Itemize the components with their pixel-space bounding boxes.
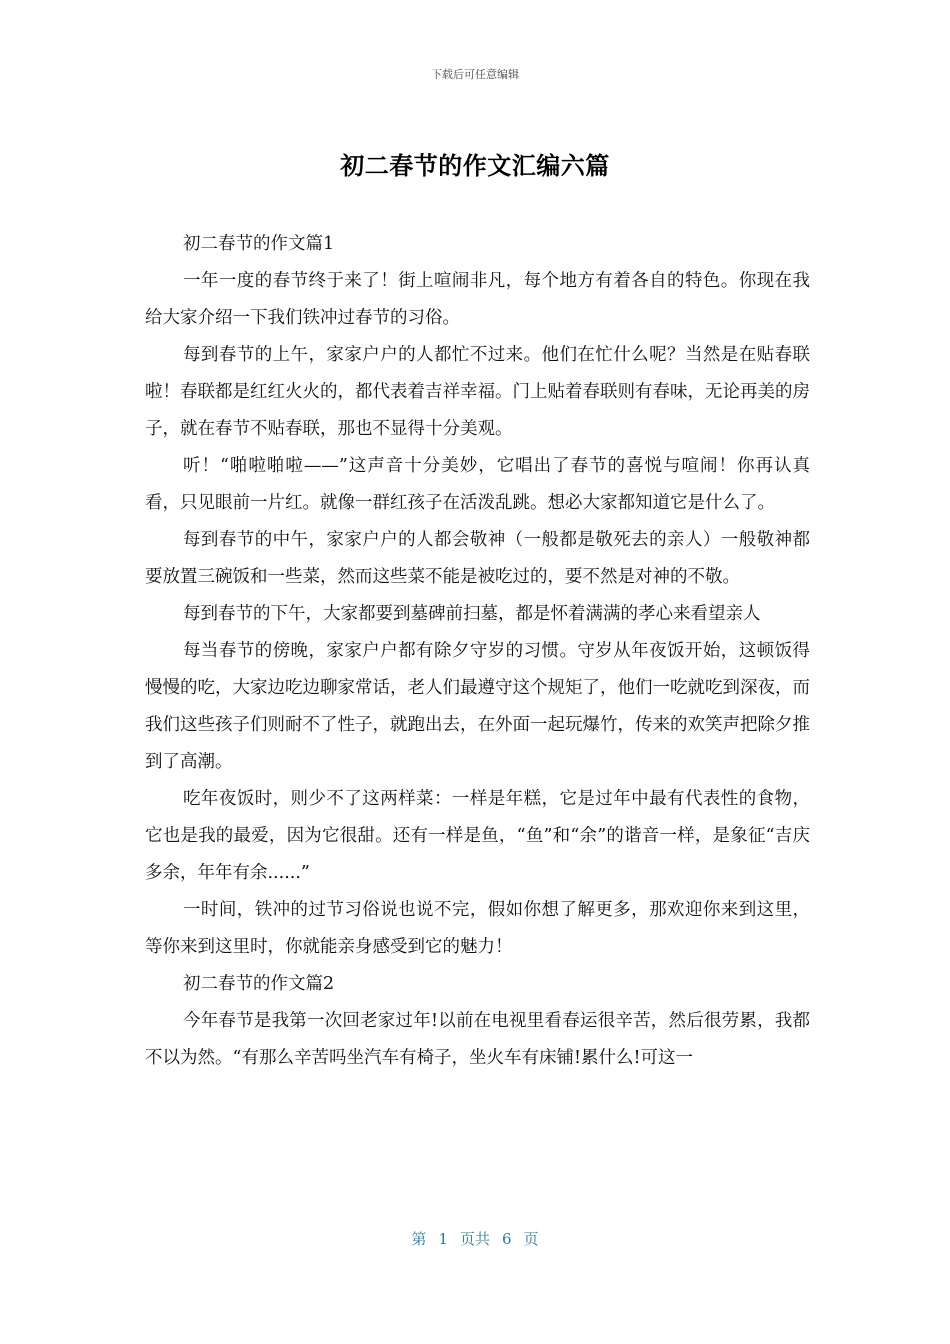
paragraph: 每到春节的上午，家家户户的人都忙不过来。他们在忙什么呢？当然是在贴春联啦！春联都是红红火火的，都代表着吉祥幸福。门上贴着春联则有春味，无论再美的房子，就在春节不贴春联，那也不显得十分美观。 — [145, 345, 810, 439]
page-footer — [0, 1228, 950, 1249]
paragraph: 一时间，铁冲的过节习俗说也说不完，假如你想了解更多，那欢迎你来到这里，等你来到这里时，你就能亲身感受到它的魅力！ — [145, 900, 810, 957]
paragraph: 吃年夜饭时，则少不了这两样菜：一样是年糕，它是过年中最有代表性的食物，它也是我的最爱，因为它很甜。还有一样是鱼，“鱼”和“余”的谐音一样，是象征“吉庆多余，年年有余......” — [145, 789, 810, 883]
section-heading: 初二春节的作文篇1 — [183, 234, 335, 254]
paragraph: 每到春节的中午，家家户户的人都会敬神（一般都是敬死去的亲人）一般敬神都要放置三碗饭和一些菜，然而这些菜不能是被吃过的，要不然是对神的不敬。 — [145, 530, 810, 587]
paragraph: 每当春节的傍晚，家家户户都有除夕守岁的习惯。守岁从年夜饭开始，这顿饭得慢慢的吃，大家边吃边聊家常话，老人们最遵守这个规矩了，他们一吃就吃到深夜，而我们这些孩子们则耐不了性子，就跑出去，在外面一起玩爆竹，传来的欢笑声把除夕推到了高潮。 — [145, 641, 810, 772]
paragraph: 每到春节的下午，大家都要到墓碑前扫墓，都是怀着满满的孝心来看望亲人 — [183, 604, 761, 624]
document-body — [145, 226, 810, 1077]
page-number: 1 — [438, 1230, 448, 1248]
page-label-prefix: 第 — [411, 1230, 427, 1248]
page-total: 6 — [502, 1230, 512, 1248]
page-label-mid: 页共 — [459, 1230, 490, 1248]
paragraph: 今年春节是我第一次回老家过年!以前在电视里看春运很辛苦，然后很劳累，我都不以为然。“有那么辛苦吗坐汽车有椅子，坐火车有床铺!累什么!可这一 — [145, 1011, 810, 1068]
document-title: 初二春节的作文汇编六篇 — [340, 152, 610, 180]
header-note: 下载后可任意编辑 — [431, 68, 519, 81]
page-label-suffix: 页 — [523, 1230, 539, 1248]
section-heading: 初二春节的作文篇2 — [183, 974, 335, 994]
paragraph: 听！“啪啦啪啦——”这声音十分美妙，它唱出了春节的喜悦与喧闹！你再认真看，只见眼前一片红。就像一群红孩子在活泼乱跳。想必大家都知道它是什么了。 — [145, 456, 810, 513]
paragraph: 一年一度的春节终于来了！街上喧闹非凡，每个地方有着各自的特色。你现在我给大家介绍一下我们铁冲过春节的习俗。 — [145, 271, 810, 328]
